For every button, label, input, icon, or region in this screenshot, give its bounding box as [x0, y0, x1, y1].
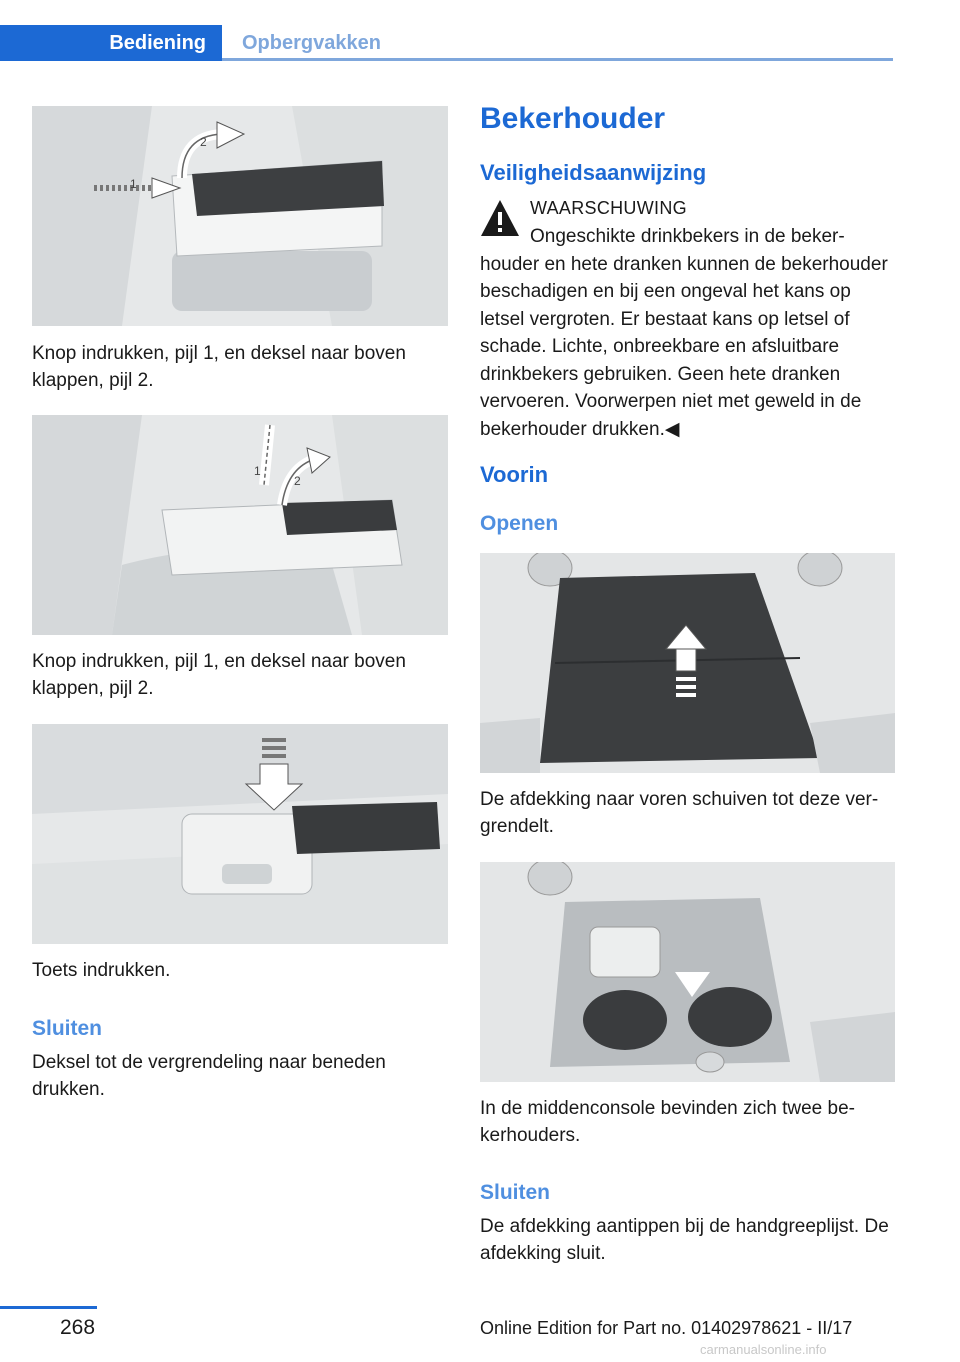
watermark: carmanualsonline.info [700, 1342, 827, 1357]
arrow-label-1b: 1 [254, 464, 261, 478]
section-title: Bekerhouder [480, 102, 666, 135]
edition-text: Online Edition for Part no. 01402978621 - II/17 [480, 1318, 853, 1338]
cupholder-cover-illustration [480, 553, 895, 773]
arrow-label-2: 2 [200, 135, 207, 149]
cupholder-console-illustration [480, 862, 895, 1082]
left-close-text: Deksel tot de vergrendeling naar beneden drukken. [32, 1052, 386, 1100]
page-number: 268 [60, 1316, 96, 1339]
chapter-tab: Opbergvakken [242, 31, 381, 54]
footer-rule [0, 1306, 97, 1309]
caption-console: In de middenconsole bevinden zich twee bekerhouders. [480, 1098, 855, 1146]
arrow-label-1: 1 [130, 177, 137, 191]
caption-button: Toets indrukken. [32, 960, 171, 981]
page-header [0, 25, 893, 61]
warning-text: Ongeschikte drinkbekers in de bekerhouder en hete dranken kunnen de bekerhouder beschadigen en bij een ongeval het kans op letsel vergroten. Er bestaat kans op letsel of schade. Lichte, onbreekbare en afsluitbare drinkbekers gebruiken. Geen hete dranken vervoeren. Voorwerpen niet met geweld in de bekerhouder drukken.◀ [480, 226, 888, 440]
warning-label: WAARSCHUWING [530, 198, 687, 218]
arrow-label-2b: 2 [294, 474, 301, 488]
armrest-button-illustration [32, 724, 448, 944]
right-close-text: De afdekking aantippen bij de handgreeplijst. De afdekking sluit. [480, 1216, 889, 1264]
front-heading: Voorin [480, 462, 549, 487]
header-rule [222, 58, 893, 61]
right-close-heading: Sluiten [480, 1181, 551, 1204]
armrest-open-illustration-1 [32, 106, 448, 326]
caption-armrest-1: Knop indrukken, pijl 1, en deksel naar boven klappen, pijl 2. [32, 343, 406, 391]
armrest-open-illustration-2 [32, 415, 448, 635]
left-close-heading: Sluiten [32, 1017, 103, 1040]
open-heading: Openen [480, 512, 559, 535]
caption-armrest-2: Knop indrukken, pijl 1, en deksel naar boven klappen, pijl 2. [32, 651, 406, 699]
caption-open: De afdekking naar voren schuiven tot deze vergrendelt. [480, 789, 879, 837]
section-tab: Bediening [0, 25, 222, 61]
safety-heading: Veiligheidsaanwijzing [480, 160, 707, 185]
